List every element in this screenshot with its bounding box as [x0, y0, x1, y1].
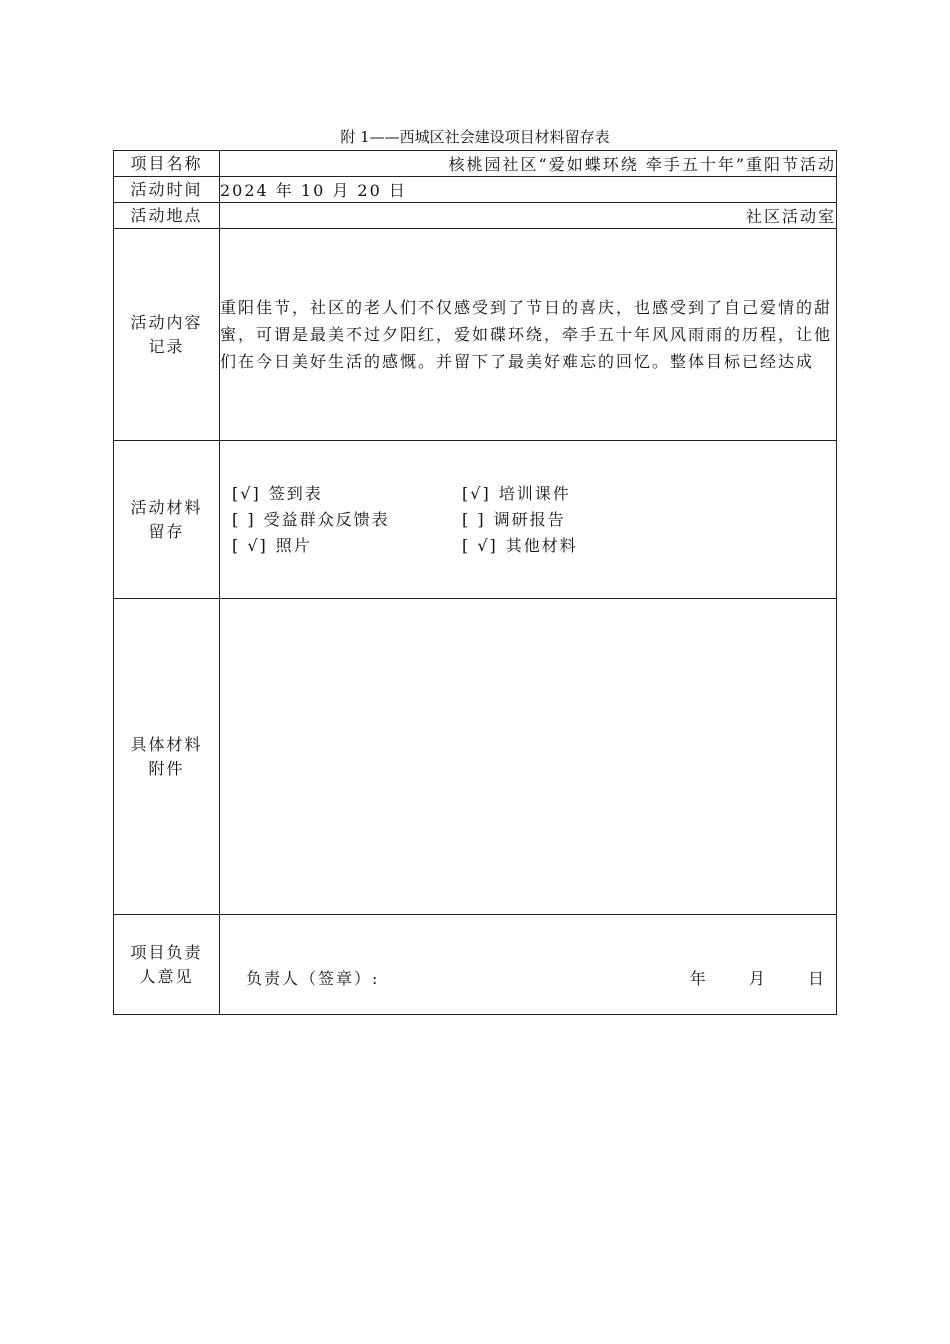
material-item-photos — [232, 533, 462, 558]
material-item-research — [462, 507, 662, 532]
material-name: 受益群众反馈表 — [263, 510, 390, 529]
row-materials — [114, 441, 837, 599]
activity-place-value: 社区活动室 — [220, 203, 837, 229]
leader-opinion-label-line1: 项目负责 — [130, 942, 203, 962]
signature-date — [690, 966, 826, 989]
leader-opinion-area — [220, 915, 837, 1015]
attachments-label — [114, 599, 220, 915]
row-activity-content — [114, 229, 837, 441]
activity-time-label: 活动时间 — [114, 177, 220, 203]
date-month: 月 — [748, 969, 767, 988]
activity-content-label-line1: 活动内容 — [130, 312, 203, 332]
activity-place-label: 活动地点 — [114, 203, 220, 229]
checkbox-research: [ ] — [462, 510, 486, 529]
material-item-sign-in — [232, 481, 462, 506]
material-item-other — [462, 533, 662, 558]
material-name: 培训课件 — [498, 484, 571, 503]
row-project-name — [114, 151, 837, 177]
checkbox-sign-in: [√] — [232, 484, 261, 503]
activity-content-label — [114, 229, 220, 441]
activity-content-label-line2: 记录 — [148, 336, 185, 356]
material-item-feedback — [232, 507, 462, 532]
materials-checklist — [220, 441, 837, 599]
project-name-value: 核桃园社区“爱如蝶环绕 牵手五十年”重阳节活动 — [220, 151, 837, 177]
date-day: 日 — [807, 969, 826, 988]
material-name: 照片 — [275, 536, 312, 555]
materials-label-line1: 活动材料 — [130, 497, 203, 517]
material-name: 调研报告 — [493, 510, 566, 529]
leader-opinion-label — [114, 915, 220, 1015]
row-activity-time — [114, 177, 837, 203]
date-year: 年 — [689, 969, 708, 988]
checkbox-feedback: [ ] — [232, 510, 256, 529]
checkbox-photos: [ √] — [232, 536, 268, 555]
row-activity-place — [114, 203, 837, 229]
signature-label: 负责人（签章）: — [246, 969, 380, 988]
materials-label — [114, 441, 220, 599]
form-caption: 附 1——西城区社会建设项目材料留存表 — [340, 128, 610, 146]
attachments-area — [220, 599, 837, 915]
checkbox-other: [ √] — [462, 536, 498, 555]
attachments-label-line2: 附件 — [148, 758, 185, 778]
project-name-label: 项目名称 — [114, 151, 220, 177]
material-retention-table — [113, 150, 837, 1015]
attachments-label-line1: 具体材料 — [130, 734, 203, 754]
material-name: 其他材料 — [505, 536, 578, 555]
leader-opinion-label-line2: 人意见 — [139, 966, 194, 986]
row-attachments — [114, 599, 837, 915]
activity-time-value: 2024 年 10 月 20 日 — [220, 177, 837, 203]
activity-content-text: 重阳佳节，社区的老人们不仅感受到了节日的喜庆，也感受到了自己爱情的甜蜜，可谓是最美不过夕阳红，爱如碟环绕，牵手五十年风风雨雨的历程，让他们在今日美好生活的感慨。并留下了最美好难忘的回忆。整体目标已经达成 — [220, 229, 837, 441]
materials-label-line2: 留存 — [148, 521, 185, 541]
material-item-training — [462, 481, 662, 506]
row-leader-opinion — [114, 915, 837, 1015]
checkbox-training: [√] — [462, 484, 491, 503]
material-name: 签到表 — [268, 484, 323, 503]
